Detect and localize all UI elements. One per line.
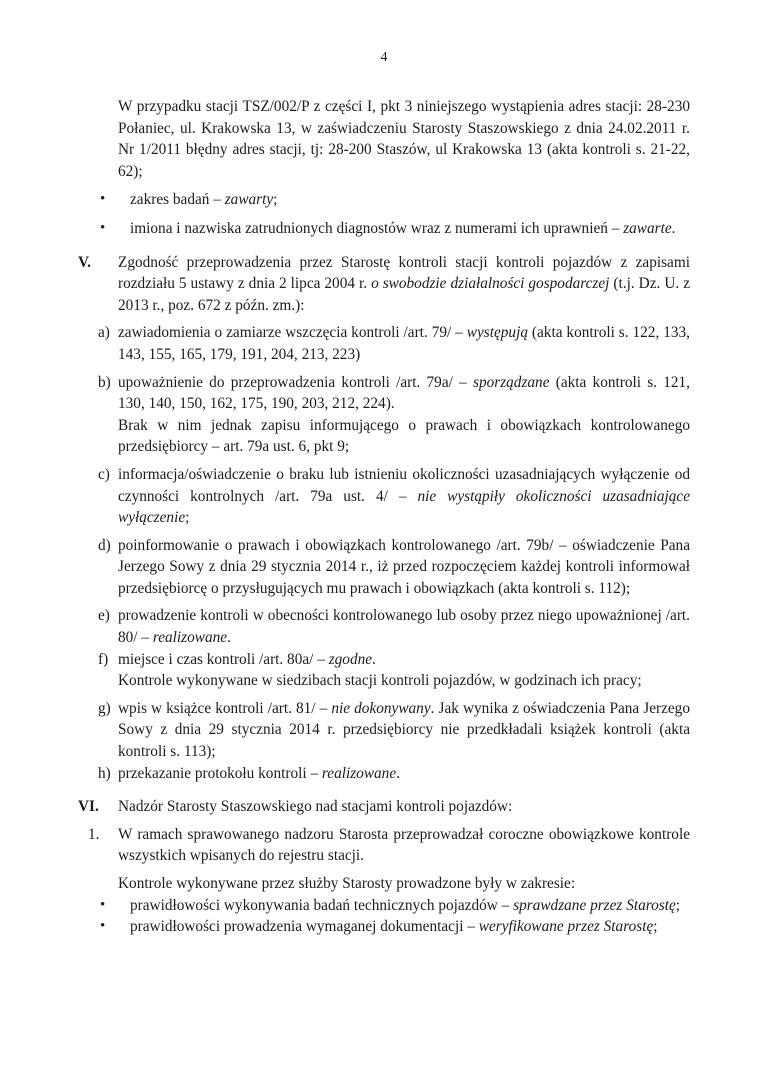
list-item: • prawidłowości prowadzenia wymaganej dokumentacji – weryfikowane przez Starostę; (78, 916, 690, 938)
section-number: VI. (78, 798, 99, 816)
item-note: Kontrole wykonywane w siedzibach stacji kontroli pojazdów, w godzinach ich pracy; (118, 672, 642, 690)
bullet-icon: • (100, 918, 106, 935)
section-v (78, 252, 690, 317)
intro-paragraph: W przypadku stacji TSZ/002/P z części I, pkt 3 niniejszego wystąpienia adres stacji: 28-230 Połaniec, ul. Krakowska 13, w zaświadczeniu Starosty Staszowskiego z dnia 24.02.2011 r. Nr 1/2011 błędny adres stacji, tj: 28-200 Staszów, ul Krakowska 13 (akta kontroli s. 21-22, 62); (118, 98, 690, 180)
list-item: • zakres badań – zawarty; (78, 189, 690, 211)
list-item: • prawidłowości wykonywania badań technicznych pojazdów – sprawdzane przez Starostę; (78, 895, 690, 917)
section-number: V. (78, 253, 91, 271)
list-item-d: d) poinformowanie o prawach i obowiązkach kontrolowanego /art. 79b/ – oświadczenie Pana Jerzego Sowy z dnia 29 stycznia 2014 r., iż przed rozpoczęciem każdej kontroli informował przedsiębiorcę o przysługujących mu prawach i obowiązkach (akta kontroli s. 112); (98, 536, 690, 597)
list-item: • imiona i nazwiska zatrudnionych diagnostów wraz z numerami ich uprawnień – zawarte. (78, 218, 690, 240)
list-item-h: h) przekazanie protokołu kontroli – realizowane. (98, 764, 400, 782)
list-item-g: g) wpis w książce kontroli /art. 81/ – nie dokonywany. Jak wynika z oświadczenia Pana Jerzego Sowy z dnia 29 stycznia 2014 r. przedsiębiorcy nie przedkładali książek kontroli (akta kontroli s. 113); (98, 699, 690, 761)
bullet-icon: • (100, 191, 106, 208)
scope-intro: Kontrole wykonywane przez służby Starosty prowadzone były w zakresie: (118, 875, 576, 892)
list-item-c: c) informacja/oświadczenie o braku lub istnieniu okoliczności uzasadniających wyłączenie od czynności kontrolnych /art. 79a ust. 4/ – nie wystąpiły okoliczności uzasadniające wyłączenie; (98, 465, 690, 527)
list-item-f: f) miejsce i czas kontroli /art. 80a/ – zgodne. Kontrole wykonywane w siedzibach stacji kontroli pojazdów, w godzinach ich pracy; (98, 649, 690, 692)
numbered-item-1: 1. W ramach sprawowanego nadzoru Starosta przeprowadzał coroczne obowiązkowe kontrole wszystkich wpisanych do rejestru stacji. (88, 825, 690, 865)
page-number: 4 (380, 50, 388, 65)
item-note: Brak w nim jednak zapisu informującego o prawach i obowiązkach kontrolowanego przedsiębiorcy – art. 79a ust. 6, pkt 9; (118, 416, 690, 456)
list-item-e: e) prowadzenie kontroli w obecności kontrolowanego lub osoby przez niego upoważnionej /art. 80/ – realizowane. (98, 607, 690, 647)
page-content (78, 96, 690, 938)
list-item-a: a) zawiadomienia o zamiarze wszczęcia kontroli /art. 79/ – występują (akta kontroli s. 122, 133, 143, 155, 165, 179, 191, 204, 213, 223) (98, 324, 690, 363)
scope-bullet-list (78, 895, 690, 938)
section-heading: Nadzór Starosty Staszowskiego nad stacjami kontroli pojazdów: (118, 798, 513, 816)
bullet-icon: • (100, 219, 106, 236)
section-heading: Zgodność przeprowadzenia przez Starostę kontroli stacji kontroli pojazdów z zapisami rozdziału 5 ustawy z dnia 2 lipca 2004 r. o swobodzie działalności gospodarczej (t.j. Dz. U. z 2013 r., poz. 672 z późn. zm.): (118, 253, 690, 314)
bullet-icon: • (100, 896, 106, 913)
list-item-b: b) upoważnienie do przeprowadzenia kontroli /art. 79a/ – sporządzane (akta kontroli s. 121, 130, 140, 150, 162, 175, 190, 203, 212, 224). Brak w nim jednak zapisu informującego o prawach i obowiązkach kontrolowanego przedsiębiorcy – art. 79a ust. 6, pkt 9; (98, 372, 690, 458)
top-bullet-list (78, 189, 690, 239)
section-vi (78, 796, 690, 818)
